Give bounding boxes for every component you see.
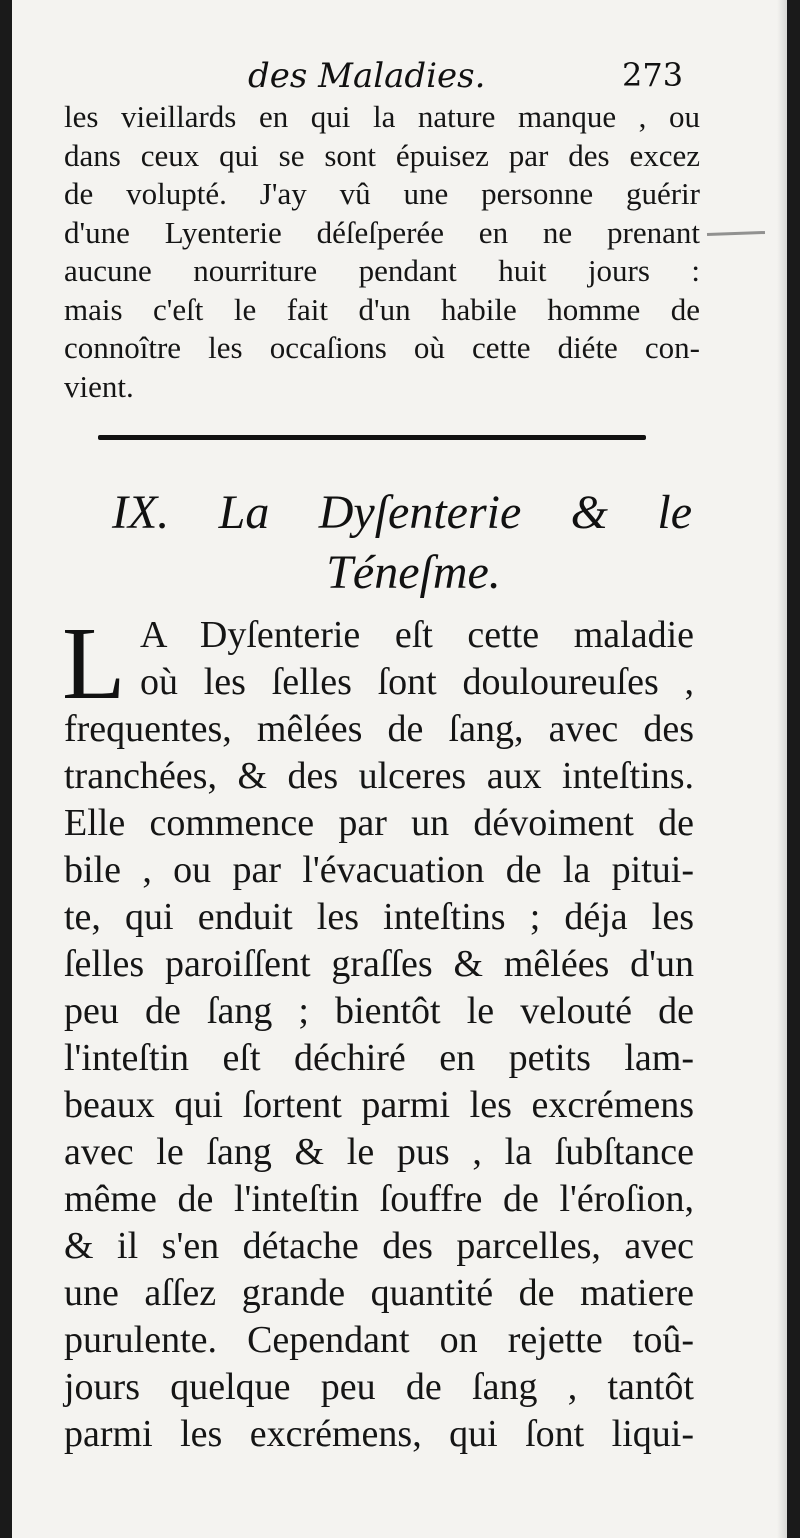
text-line: jours quelque peu de ſang , tantôt — [64, 1366, 694, 1408]
text-line: une aſſez grande quantité de matiere — [64, 1272, 694, 1314]
text-line: où les ſelles ſont douloureuſes , — [140, 661, 694, 703]
text-line: frequentes, mêlées de ſang, avec des — [64, 708, 694, 750]
book-page — [12, 0, 787, 1538]
text-line: aucune nourriture pendant huit jours : — [64, 253, 700, 288]
text-line: te, qui enduit les inteſtins ; déja les — [64, 896, 694, 938]
text-line: mais c'eſt le fait d'un habile homme de — [64, 291, 700, 327]
page-edge-shadow — [777, 0, 787, 1538]
text-line: parmi les excrémens, qui ſont liqui- — [64, 1413, 694, 1455]
text-line: ſelles paroiſſent graſſes & mêlées d'un — [64, 943, 694, 985]
text-line: même de l'inteſtin ſouffre de l'éroſion, — [64, 1178, 694, 1220]
text-line: les vieillards en qui la nature manque , ou — [64, 99, 700, 134]
text-line: d'une Lyenterie déſeſperée en ne prenant — [64, 214, 700, 250]
continued-paragraph — [64, 98, 700, 406]
section-body — [62, 606, 694, 1458]
ink-smudge-mark — [707, 231, 765, 236]
text-line: peu de ſang ; bientôt le velouté de — [64, 990, 694, 1032]
text-line: dans ceux qui se sont épuisez par des excez — [64, 137, 700, 173]
drop-cap-letter: L — [62, 606, 126, 721]
text-line: Elle commence par un dévoiment de — [64, 802, 694, 844]
text-line: avec le ſang & le pus , la ſubſtance — [64, 1131, 694, 1173]
page-number: 273 — [622, 56, 684, 94]
text-line: connoître les occaſions où cette diéte con- — [64, 330, 700, 365]
section-divider-rule — [98, 435, 646, 440]
text-line: purulente. Cependant on rejette toû- — [64, 1319, 694, 1361]
text-line: vient. — [64, 368, 134, 404]
running-head — [12, 52, 787, 102]
text-line: de volupté. J'ay vû une personne guérir — [64, 176, 700, 211]
text-line: & il s'en détache des parcelles, avec — [64, 1225, 694, 1267]
text-line: beaux qui ſortent parmi les excrémens — [64, 1084, 694, 1126]
text-line: bile , ou par l'évacuation de la pitui- — [64, 849, 694, 891]
text-line: l'inteſtin eſt déchiré en petits lam- — [64, 1037, 694, 1079]
running-title: des Maladies. — [248, 56, 486, 96]
section-heading-line-1: IX. La Dyſenterie & le — [112, 486, 692, 539]
text-line: A Dyſenterie eſt cette maladie — [140, 614, 694, 656]
section-heading-line-2: Téneſme. — [326, 546, 501, 599]
text-line: tranchées, & des ulceres aux inteſtins. — [64, 755, 694, 797]
